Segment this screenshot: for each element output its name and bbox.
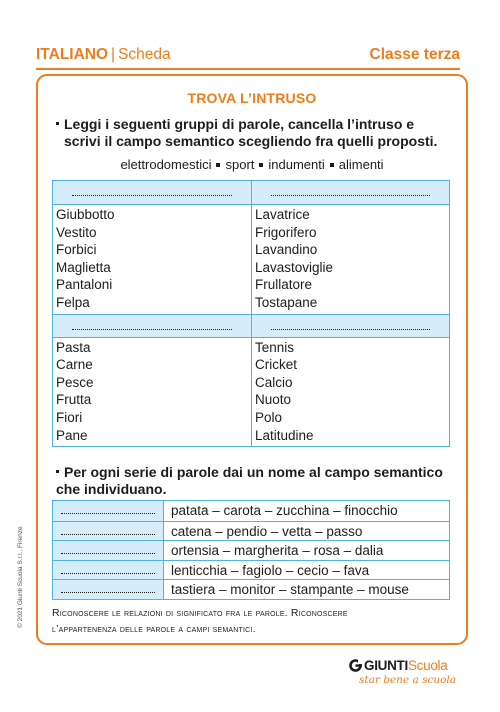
dotted-line <box>72 329 232 330</box>
giunti-g-icon <box>349 659 362 672</box>
instruction-2-line-1: Per ogni serie di parole dai un nome al campo semantico <box>64 464 443 480</box>
objectives-line-2: l’appartenenza delle parole a campi semantici. <box>52 623 256 635</box>
dotted-line <box>61 573 155 574</box>
publisher-logo <box>349 658 459 698</box>
group-word[interactable]: Lavandino <box>255 242 318 258</box>
option-item: indumenti <box>268 157 325 172</box>
dotted-line <box>61 534 155 535</box>
answer-blank[interactable] <box>53 501 164 521</box>
group-word[interactable]: Fiori <box>56 409 83 425</box>
exercise-frame <box>36 74 468 645</box>
group-word[interactable]: Felpa <box>56 294 90 310</box>
group-word[interactable]: Pasta <box>56 339 91 355</box>
option-item: elettrodomestici <box>120 157 212 172</box>
series-row <box>53 579 449 599</box>
word-group <box>53 314 251 447</box>
series-words: patata – carota – zucchina – finocchio <box>171 503 398 518</box>
subject-label: ITALIANO <box>36 46 109 63</box>
subject-heading <box>36 46 171 64</box>
group-word[interactable]: Frigorifero <box>255 224 317 240</box>
series-words: catena – pendio – vetta – passo <box>171 523 363 539</box>
dotted-line <box>61 592 155 593</box>
sheet-label: Scheda <box>118 46 171 63</box>
group-word[interactable]: Cricket <box>255 357 298 373</box>
brand-name <box>364 658 447 673</box>
word-series-table <box>52 500 450 600</box>
answer-blank[interactable] <box>53 561 164 580</box>
series-words: tastiera – monitor – stampante – mouse <box>171 582 409 598</box>
groups-row <box>53 181 449 314</box>
group-word[interactable]: Forbici <box>56 242 97 258</box>
bullet-icon <box>56 122 59 125</box>
square-bullet-icon <box>259 163 263 167</box>
series-row <box>53 501 449 521</box>
group-word[interactable]: Pantaloni <box>56 277 113 293</box>
learning-objectives <box>52 605 462 637</box>
answer-blank[interactable] <box>53 181 251 205</box>
group-word[interactable]: Tostapane <box>255 294 318 310</box>
series-words: ortensia – margherita – rosa – dalia <box>171 543 384 559</box>
group-word[interactable]: Nuoto <box>255 392 292 408</box>
series-row <box>53 521 449 541</box>
word-groups-table <box>52 180 450 447</box>
word-group <box>53 181 251 314</box>
dotted-line <box>271 329 430 330</box>
group-word[interactable]: Polo <box>255 409 283 425</box>
semantic-field-options <box>38 157 466 172</box>
brand-main: GIUNTI <box>364 658 408 673</box>
option-item: alimenti <box>338 157 384 172</box>
exercise-title: TROVA L’INTRUSO <box>187 90 317 106</box>
group-word[interactable]: Lavastoviglie <box>255 259 334 275</box>
dotted-line <box>72 195 232 196</box>
bullet-icon <box>56 470 59 473</box>
word-group <box>251 314 449 447</box>
objectives-line-1: Riconoscere le relazioni di significato fra le parole. Riconoscere <box>52 607 348 619</box>
group-word[interactable]: Latitudine <box>255 427 314 443</box>
group-word[interactable]: Pesce <box>56 374 94 390</box>
group-word[interactable]: Maglietta <box>56 259 111 275</box>
group-word[interactable]: Tennis <box>255 339 295 355</box>
instruction-2 <box>52 464 462 498</box>
group-word[interactable]: Vestito <box>56 224 97 240</box>
word-group <box>251 181 449 314</box>
group-word[interactable]: Pane <box>56 427 88 443</box>
group-word[interactable]: Frullatore <box>255 277 313 293</box>
answer-blank[interactable] <box>252 181 449 205</box>
instruction-2-line-2: che individuano. <box>56 481 167 497</box>
brand-tagline: star bene a scuola <box>359 674 457 686</box>
header-separator: | <box>111 46 116 63</box>
dotted-line <box>61 553 155 554</box>
answer-blank[interactable] <box>53 541 164 560</box>
group-word[interactable]: Giubbotto <box>56 207 115 222</box>
header-rule <box>36 68 460 70</box>
series-words: lenticchia – fagiolo – cecio – fava <box>171 562 370 578</box>
grade-label: Classe terza <box>369 46 460 63</box>
answer-blank[interactable] <box>53 314 251 338</box>
square-bullet-icon <box>216 163 220 167</box>
groups-row <box>53 314 449 447</box>
answer-blank[interactable] <box>53 580 164 599</box>
dotted-line <box>61 513 155 514</box>
instruction-1-line-1: Leggi i seguenti gruppi di parole, cancella l’intruso e <box>64 116 415 132</box>
instruction-1-line-2: scrivi il campo semantico scegliendo fra quelli proposti. <box>64 133 438 149</box>
instruction-1 <box>52 116 462 150</box>
group-word[interactable]: Calcio <box>255 374 293 390</box>
group-word[interactable]: Frutta <box>56 392 92 408</box>
group-word[interactable]: Carne <box>56 357 93 373</box>
series-row <box>53 560 449 580</box>
series-row <box>53 540 449 560</box>
copyright-notice: © 2021 Giunti Scuola S.r.l., Firenze <box>17 526 24 628</box>
answer-blank[interactable] <box>252 314 449 338</box>
page-header <box>36 46 460 66</box>
group-word[interactable]: Lavatrice <box>255 207 310 222</box>
dotted-line <box>271 195 430 196</box>
square-bullet-icon <box>330 163 334 167</box>
option-item: sport <box>225 157 255 172</box>
answer-blank[interactable] <box>53 522 164 541</box>
brand-secondary: Scuola <box>407 658 448 673</box>
